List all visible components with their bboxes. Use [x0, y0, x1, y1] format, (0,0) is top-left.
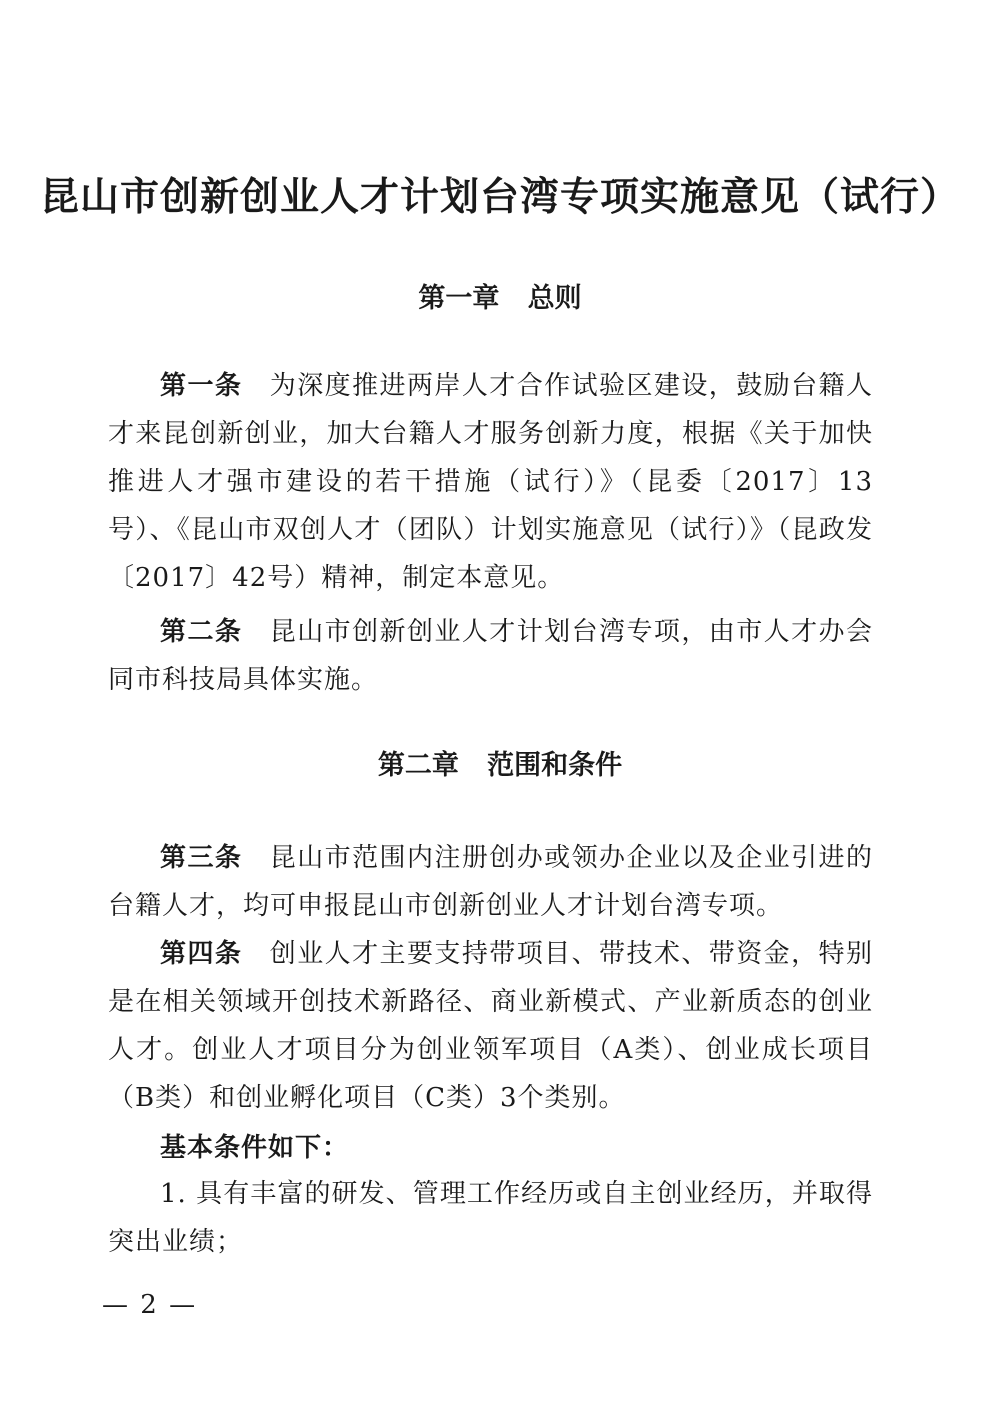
article-4-text: 创业人才主要支持带项目、带技术、带资金，特别是在相关领域开创技术新路径、商业新模式、产业新质态的创业人才。创业人才项目分为创业领军项目（A类）、创业成长项目（B类）和创业孵化项目（C类）3个类别。	[108, 939, 873, 1113]
condition-1: 1. 具有丰富的研发、管理工作经历或自主创业经历，并取得突出业绩；	[108, 1179, 873, 1257]
chapter-heading-scope: 第二章 范围和条件	[377, 750, 623, 781]
article-1-text: 为深度推进两岸人才合作试验区建设，鼓励台籍人才来昆创新创业，加大台籍人才服务创新力度，根据《关于加快推进人才强市建设的若干措施（试行）》（昆委〔2017〕13号）、《昆山市双创人才（团队）计划实施意见（试行）》（昆政发〔2017〕42号）精神，制定本意见。	[108, 371, 873, 593]
basic-conditions-heading: 基本条件如下：	[160, 1133, 350, 1163]
article-4	[108, 930, 873, 1122]
chapter-heading-general: 第一章 总则	[418, 283, 582, 314]
article-2	[108, 608, 873, 704]
article-1-label: 第一条	[160, 371, 243, 401]
article-2-label: 第二条	[160, 617, 243, 647]
article-1	[108, 362, 873, 602]
article-3-text: 昆山市范围内注册创办或领办企业以及企业引进的台籍人才，均可申报昆山市创新创业人才计划台湾专项。	[108, 843, 873, 921]
article-3	[108, 834, 873, 930]
article-3-label: 第三条	[160, 843, 243, 873]
document-title: 昆山市创新创业人才计划台湾专项实施意见（试行）	[39, 175, 960, 220]
page-number: — 2 —	[102, 1290, 198, 1320]
article-4-label: 第四条	[160, 939, 243, 969]
article-2-text: 昆山市创新创业人才计划台湾专项，由市人才办会同市科技局具体实施。	[108, 617, 873, 695]
